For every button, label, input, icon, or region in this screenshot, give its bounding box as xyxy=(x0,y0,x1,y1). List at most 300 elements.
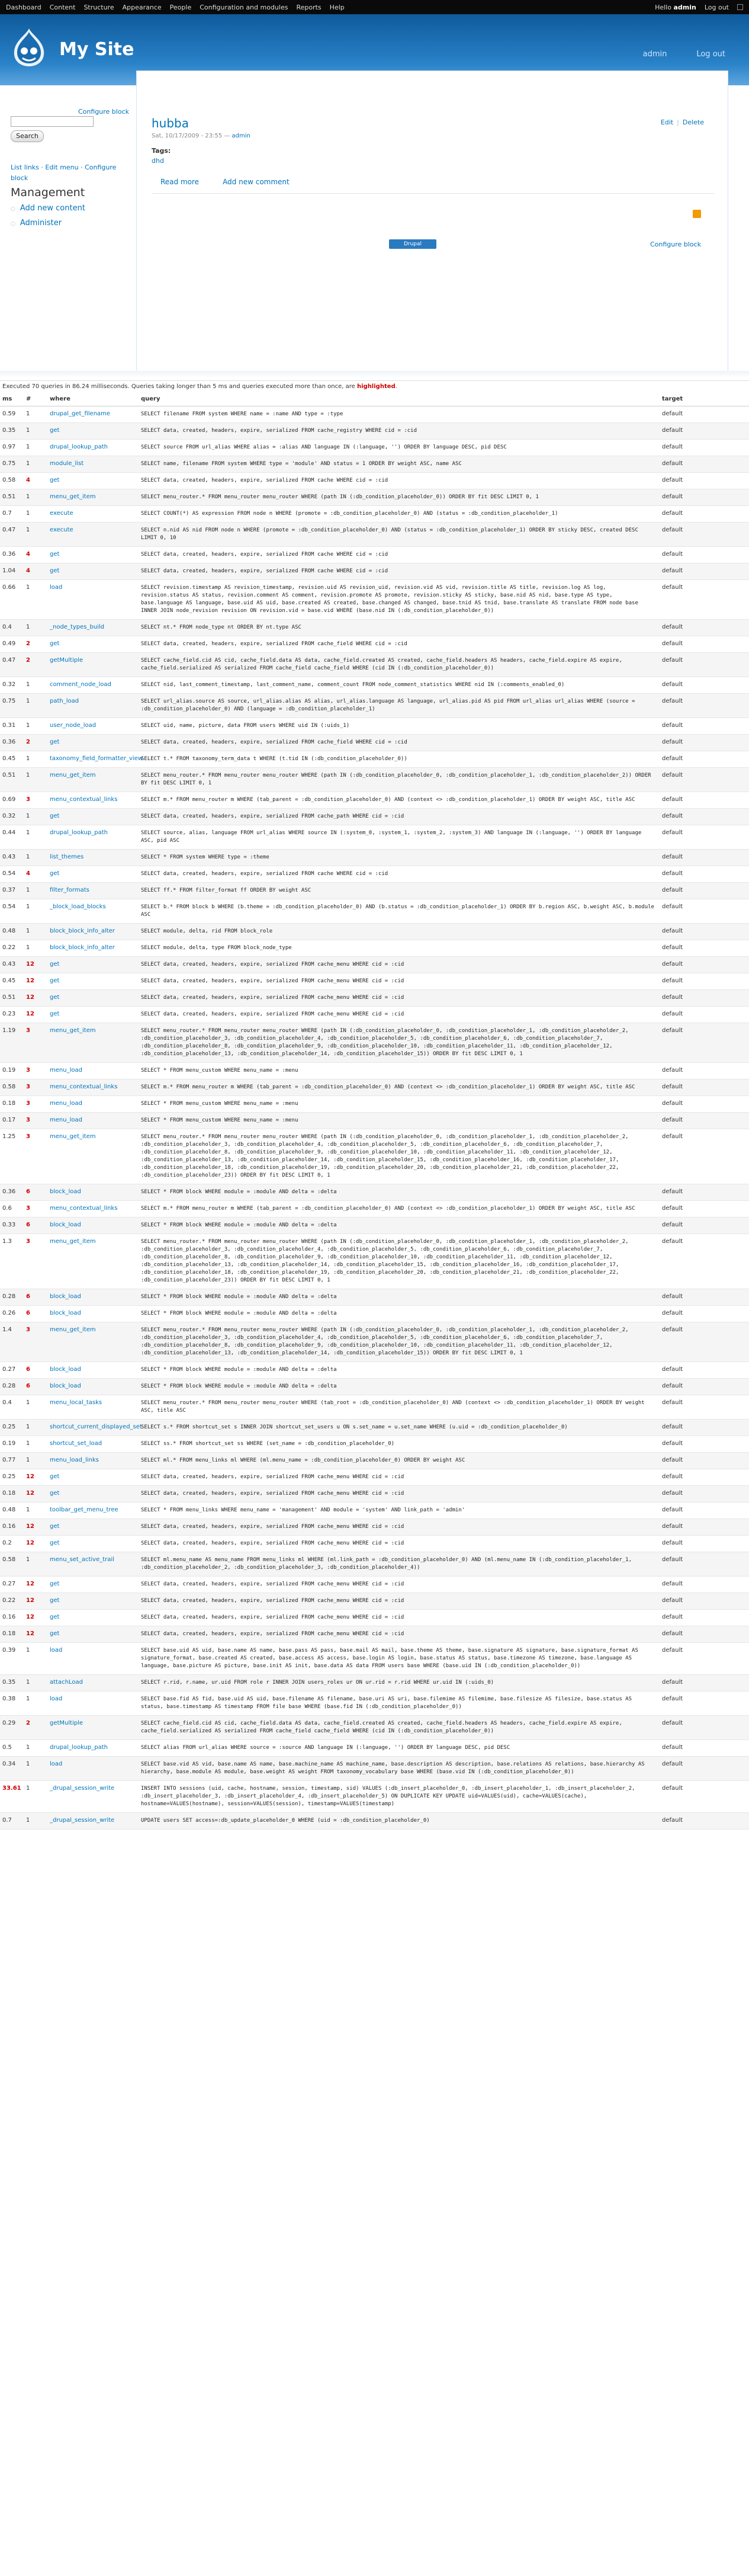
query-ms: 0.28 xyxy=(0,1289,24,1306)
toolbar-logout-link[interactable]: Log out xyxy=(704,3,729,11)
query-row xyxy=(0,973,749,990)
query-count: 3 xyxy=(24,1096,47,1113)
query-sql: SELECT * FROM menu_custom WHERE menu_name = :menu xyxy=(139,1096,660,1113)
query-row xyxy=(0,423,749,440)
query-where-link[interactable]: menu_load_links xyxy=(47,1453,139,1469)
query-target: default xyxy=(660,456,749,473)
query-where-link[interactable]: get xyxy=(47,563,139,580)
query-where-link[interactable]: menu_get_item xyxy=(47,1023,139,1063)
menu-item-add-content[interactable]: ○ Add new content xyxy=(11,204,85,213)
query-row xyxy=(0,1675,749,1691)
col-count[interactable]: # xyxy=(24,392,47,406)
query-ms: 0.28 xyxy=(0,1379,24,1395)
toolbar-item[interactable]: Help xyxy=(329,3,345,11)
query-sql: SELECT source, alias, language FROM url_alias WHERE source IN (:system_0, :system_1, :system_2, :system_3) AND language IN (:language, '') ORDER BY language ASC, pid ASC xyxy=(139,825,660,850)
query-row xyxy=(0,899,749,924)
query-count: 1 xyxy=(24,1757,47,1781)
query-sql: SELECT data, created, headers, expire, serialized FROM cache_menu WHERE cid = :cid xyxy=(139,973,660,990)
node-links xyxy=(160,178,290,186)
query-sql: SELECT data, created, headers, expire, serialized FROM cache_menu WHERE cid = :cid xyxy=(139,1007,660,1023)
query-where-link[interactable]: get xyxy=(47,547,139,563)
query-sql: SELECT source FROM url_alias WHERE alias = :alias AND language IN (:language, '') ORDER BY language DESC, pid DESC xyxy=(139,440,660,456)
query-target: default xyxy=(660,1063,749,1079)
search-form xyxy=(11,116,94,142)
query-target: default xyxy=(660,1379,749,1395)
query-where-link[interactable]: get xyxy=(47,1593,139,1610)
query-count: 6 xyxy=(24,1306,47,1322)
query-target: default xyxy=(660,825,749,850)
query-count: 1 xyxy=(24,506,47,523)
query-target: default xyxy=(660,1113,749,1129)
query-where-link[interactable]: _node_types_build xyxy=(47,620,139,636)
query-where-link[interactable]: attachLoad xyxy=(47,1675,139,1691)
query-target: default xyxy=(660,694,749,718)
query-where-link[interactable]: load xyxy=(47,580,139,620)
query-count: 4 xyxy=(24,563,47,580)
query-target: default xyxy=(660,957,749,973)
query-where-link[interactable]: menu_get_item xyxy=(47,768,139,792)
query-where-link[interactable]: load xyxy=(47,1643,139,1675)
query-target: default xyxy=(660,1322,749,1362)
query-count: 1 xyxy=(24,825,47,850)
query-where-link[interactable]: drupal_lookup_path xyxy=(47,825,139,850)
query-target: default xyxy=(660,866,749,883)
query-sql: INSERT INTO sessions (uid, cache, hostname, session, timestamp, sid) VALUES (:db_insert_placeholder_0, :db_insert_placeholder_1, :db_insert_placeholder_2, :db_insert_placeholder_3, :db_insert_placeholder_4, :db_insert_placeholder_5) ON DUPLICATE KEY UPDATE uid=VALUES(uid), cache=VALUES(cache), hostname=VALUES(hostname), session=VALUES(session), timestamp=VALUES(timestamp) xyxy=(139,1781,660,1813)
query-where-link[interactable]: block_load xyxy=(47,1362,139,1379)
query-target: default xyxy=(660,1023,749,1063)
query-sql: SELECT ml.* FROM menu_links ml WHERE (ml.menu_name = :db_condition_placeholder_0) ORDER BY weight ASC xyxy=(139,1453,660,1469)
site-name[interactable]: My Site xyxy=(59,39,134,60)
query-target: default xyxy=(660,1184,749,1201)
secondary-links xyxy=(643,50,725,59)
query-ms: 0.75 xyxy=(0,456,24,473)
query-count: 12 xyxy=(24,990,47,1007)
edit-link[interactable]: Edit xyxy=(660,118,674,126)
query-sql: SELECT b.* FROM block b WHERE (b.theme = :db_condition_placeholder_0) AND (b.status = :db_condition_placeholder_1) ORDER BY b.region ASC, b.weight ASC, b.module ASC xyxy=(139,899,660,924)
query-target: default xyxy=(660,940,749,957)
toolbar-item[interactable]: Dashboard xyxy=(6,3,41,11)
query-ms: 0.47 xyxy=(0,523,24,547)
query-count: 2 xyxy=(24,735,47,751)
query-row xyxy=(0,751,749,768)
query-sql: SELECT data, created, headers, expire, serialized FROM cache_registry WHERE cid = :cid xyxy=(139,423,660,440)
query-where-link[interactable]: menu_local_tasks xyxy=(47,1395,139,1420)
query-sql: SELECT data, created, headers, expire, serialized FROM cache_menu WHERE cid = :cid xyxy=(139,1486,660,1502)
query-where-link[interactable]: menu_contextual_links xyxy=(47,1201,139,1217)
secondary-link-admin[interactable]: admin xyxy=(642,50,667,59)
query-sql: SELECT data, created, headers, expire, serialized FROM cache WHERE cid = :cid xyxy=(139,866,660,883)
query-row xyxy=(0,1643,749,1675)
query-count: 6 xyxy=(24,1362,47,1379)
query-row xyxy=(0,1379,749,1395)
query-sql: SELECT * FROM menu_custom WHERE menu_name = :menu xyxy=(139,1113,660,1129)
query-count: 3 xyxy=(24,1063,47,1079)
query-row xyxy=(0,1740,749,1757)
query-where-link[interactable]: execute xyxy=(47,523,139,547)
query-ms: 0.36 xyxy=(0,1184,24,1201)
query-row xyxy=(0,718,749,735)
query-where-link[interactable]: get xyxy=(47,1486,139,1502)
query-ms: 0.25 xyxy=(0,1420,24,1436)
query-ms: 0.32 xyxy=(0,809,24,825)
query-count: 1 xyxy=(24,677,47,694)
toolbar-item[interactable]: People xyxy=(169,3,192,11)
toolbar-item[interactable]: Configuration and modules xyxy=(200,3,288,11)
query-target: default xyxy=(660,1716,749,1740)
query-where-link[interactable]: get xyxy=(47,1626,139,1643)
query-target: default xyxy=(660,423,749,440)
query-sql: SELECT * FROM menu_custom WHERE menu_name = :menu xyxy=(139,1063,660,1079)
delete-link[interactable]: Delete xyxy=(682,118,704,126)
query-sql: SELECT data, created, headers, expire, serialized FROM cache_menu WHERE cid = :cid xyxy=(139,1577,660,1593)
node-tags xyxy=(152,147,171,165)
node-submitted: Sat, 10/17/2009 - 23:55 — admin xyxy=(152,133,250,139)
query-row xyxy=(0,1813,749,1830)
query-sql: SELECT menu_router.* FROM menu_router menu_router WHERE (path IN (:db_condition_placeholder_0, :db_condition_placeholder_1, :db_condition_placeholder_2, :db_condition_placeholder_3, :db_condition_placeholder_4, :db_condition_placeholder_5, :db_condition_placeholder_6, :db_condition_placeholder_7, :db_condition_placeholder_8, :db_condition_placeholder_9, :db_condition_placeholder_10, :db_condition_placeholder_11, :db_condition_placeholder_12, :db_condition_placeholder_13, :db_condition_placeholder_14, :db_condition_placeholder_15)) ORDER BY fit DESC LIMIT 0, 1 xyxy=(139,1023,660,1063)
query-row xyxy=(0,620,749,636)
rss-feed-icon[interactable] xyxy=(693,210,701,218)
query-where-link[interactable]: get xyxy=(47,735,139,751)
query-where-link[interactable]: execute xyxy=(47,506,139,523)
menu-item-administer[interactable]: ○ Administer xyxy=(11,219,85,228)
query-where-link[interactable]: _block_load_blocks xyxy=(47,899,139,924)
query-sql: SELECT ml.menu_name AS menu_name FROM menu_links ml WHERE (ml.link_path = :db_condition_placeholder_0) AND (ml.menu_name IN (:db_condition_placeholder_1, :db_condition_placeholder_2, :db_condition_placeholder_3, :db_condition_placeholder_4)) xyxy=(139,1552,660,1577)
query-sql: UPDATE users SET access=:db_update_placeholder_0 WHERE (uid = :db_condition_placeholder_0) xyxy=(139,1813,660,1830)
query-count: 1 xyxy=(24,523,47,547)
query-row xyxy=(0,957,749,973)
query-where-link[interactable]: block_load xyxy=(47,1217,139,1234)
query-sql: SELECT ss.* FROM shortcut_set ss WHERE (set_name = :db_condition_placeholder_0) xyxy=(139,1436,660,1453)
query-ms: 0.33 xyxy=(0,1217,24,1234)
query-where-link[interactable]: block_load xyxy=(47,1289,139,1306)
query-sql: SELECT nid, last_comment_timestamp, last_comment_name, comment_count FROM node_comment_statistics WHERE nid IN (:comments_enabled_0) xyxy=(139,677,660,694)
query-target: default xyxy=(660,751,749,768)
query-sql: SELECT s.* FROM shortcut_set s INNER JOIN shortcut_set_users u ON s.set_name = u.set_name WHERE (u.uid = :db_condition_placeholder_0) xyxy=(139,1420,660,1436)
query-ms: 0.27 xyxy=(0,1362,24,1379)
query-ms: 0.59 xyxy=(0,406,24,423)
col-ms[interactable]: ms xyxy=(0,392,24,406)
query-where-link[interactable]: get xyxy=(47,636,139,653)
query-count: 1 xyxy=(24,456,47,473)
query-ms: 0.77 xyxy=(0,1453,24,1469)
query-count: 1 xyxy=(24,883,47,899)
query-row xyxy=(0,1469,749,1486)
query-target: default xyxy=(660,809,749,825)
query-row xyxy=(0,1453,749,1469)
query-where-link[interactable]: get xyxy=(47,809,139,825)
query-count: 1 xyxy=(24,718,47,735)
query-where-link[interactable]: toolbar_get_menu_tree xyxy=(47,1502,139,1519)
query-where-link[interactable]: load xyxy=(47,1757,139,1781)
query-where-link[interactable]: drupal_lookup_path xyxy=(47,1740,139,1757)
query-row xyxy=(0,1184,749,1201)
query-target: default xyxy=(660,653,749,677)
query-row xyxy=(0,1007,749,1023)
query-sql: SELECT data, created, headers, expire, serialized FROM cache_field WHERE cid = :cid xyxy=(139,636,660,653)
query-where-link[interactable]: menu_get_item xyxy=(47,1129,139,1184)
query-where-link[interactable]: get xyxy=(47,866,139,883)
query-where-link[interactable]: menu_contextual_links xyxy=(47,1079,139,1096)
query-row xyxy=(0,1096,749,1113)
query-row xyxy=(0,1395,749,1420)
query-where-link[interactable]: block_load xyxy=(47,1184,139,1201)
query-where-link[interactable]: comment_node_load xyxy=(47,677,139,694)
query-count: 3 xyxy=(24,1079,47,1096)
query-where-link[interactable]: _drupal_session_write xyxy=(47,1781,139,1813)
secondary-link-logout[interactable]: Log out xyxy=(696,50,725,59)
query-where-link[interactable]: menu_load xyxy=(47,1096,139,1113)
query-where-link[interactable]: shortcut_set_load xyxy=(47,1436,139,1453)
col-where[interactable]: where xyxy=(47,392,139,406)
query-row xyxy=(0,1217,749,1234)
query-sql: SELECT menu_router.* FROM menu_router menu_router WHERE (path IN (:db_condition_placeholder_0)) ORDER BY fit DESC LIMIT 0, 1 xyxy=(139,489,660,506)
query-ms: 0.36 xyxy=(0,547,24,563)
search-button[interactable]: Search xyxy=(11,130,44,142)
query-where-link[interactable]: path_load xyxy=(47,694,139,718)
query-ms: 0.16 xyxy=(0,1610,24,1626)
query-ms: 0.43 xyxy=(0,850,24,866)
query-sql: SELECT base.fid AS fid, base.uid AS uid, base.filename AS filename, base.uri AS uri, base.filemime AS filemime, base.filesize AS filesize, base.status AS status, base.timestamp AS timestamp FROM file base WHERE (base.fid IN (:db_condition_placeholder_0)) xyxy=(139,1691,660,1716)
query-target: default xyxy=(660,990,749,1007)
query-sql: SELECT * FROM block WHERE module = :module AND delta = :delta xyxy=(139,1306,660,1322)
query-where-link[interactable]: block_block_info_alter xyxy=(47,940,139,957)
query-where-link[interactable]: menu_load xyxy=(47,1063,139,1079)
query-target: default xyxy=(660,1552,749,1577)
query-ms: 0.36 xyxy=(0,735,24,751)
query-ms: 0.18 xyxy=(0,1486,24,1502)
query-row xyxy=(0,1716,749,1740)
query-where-link[interactable]: drupal_lookup_path xyxy=(47,440,139,456)
drupal-logo-icon[interactable] xyxy=(12,27,46,68)
query-sql: SELECT data, created, headers, expire, serialized FROM cache_menu WHERE cid = :cid xyxy=(139,1536,660,1552)
query-target: default xyxy=(660,850,749,866)
node-admin-links: Edit | Delete xyxy=(660,118,704,126)
query-ms: 1.4 xyxy=(0,1322,24,1362)
query-where-link[interactable]: block_load xyxy=(47,1306,139,1322)
query-sql: SELECT * FROM block WHERE module = :module AND delta = :delta xyxy=(139,1217,660,1234)
configure-block-link[interactable]: Configure block xyxy=(78,108,129,116)
query-where-link[interactable]: load xyxy=(47,1691,139,1716)
query-sql: SELECT alias FROM url_alias WHERE source = :source AND language IN (:language, '') ORDER BY language DESC, pid DESC xyxy=(139,1740,660,1757)
query-sql: SELECT menu_router.* FROM menu_router menu_router WHERE (path IN (:db_condition_placeholder_0, :db_condition_placeholder_1, :db_condition_placeholder_2, :db_condition_placeholder_3, :db_condition_placeholder_4, :db_condition_placeholder_5, :db_condition_placeholder_6, :db_condition_placeholder_7, :db_condition_placeholder_8, :db_condition_placeholder_9, :db_condition_placeholder_10, :db_condition_placeholder_11, :db_condition_placeholder_12, :db_condition_placeholder_13, :db_condition_placeholder_14, :db_condition_placeholder_15, :db_condition_placeholder_16, :db_condition_placeholder_17, :db_condition_placeholder_18, :db_condition_placeholder_19, :db_condition_placeholder_20, :db_condition_placeholder_21, :db_condition_placeholder_22, :db_condition_placeholder_23)) ORDER BY fit DESC LIMIT 0, 1 xyxy=(139,1234,660,1289)
node-title[interactable]: hubba xyxy=(152,116,189,130)
query-ms: 0.19 xyxy=(0,1063,24,1079)
query-where-link[interactable]: menu_load xyxy=(47,1113,139,1129)
query-ms: 0.23 xyxy=(0,1007,24,1023)
query-row xyxy=(0,866,749,883)
menu-contextual-links[interactable]: List links · Edit menu · Configure block xyxy=(11,164,117,182)
query-ms: 33.61 xyxy=(0,1781,24,1813)
query-where-link[interactable]: getMultiple xyxy=(47,1716,139,1740)
query-sql: SELECT * FROM block WHERE module = :module AND delta = :delta xyxy=(139,1289,660,1306)
query-sql: SELECT menu_router.* FROM menu_router menu_router WHERE (path IN (:db_condition_placeholder_0, :db_condition_placeholder_1, :db_condition_placeholder_2, :db_condition_placeholder_3, :db_condition_placeholder_4, :db_condition_placeholder_5, :db_condition_placeholder_6, :db_condition_placeholder_7, :db_condition_placeholder_8, :db_condition_placeholder_9, :db_condition_placeholder_10, :db_condition_placeholder_11, :db_condition_placeholder_12, :db_condition_placeholder_13, :db_condition_placeholder_14, :db_condition_placeholder_15, :db_condition_placeholder_16, :db_condition_placeholder_17, :db_condition_placeholder_18, :db_condition_placeholder_19, :db_condition_placeholder_20, :db_condition_placeholder_21, :db_condition_placeholder_22, :db_condition_placeholder_23)) ORDER BY fit DESC LIMIT 0, 1 xyxy=(139,1129,660,1184)
query-sql: SELECT menu_router.* FROM menu_router menu_router WHERE (path IN (:db_condition_placeholder_0, :db_condition_placeholder_1, :db_condition_placeholder_2)) ORDER BY fit DESC LIMIT 0, 1 xyxy=(139,768,660,792)
query-row xyxy=(0,1306,749,1322)
query-count: 3 xyxy=(24,1201,47,1217)
query-where-link[interactable]: user_node_load xyxy=(47,718,139,735)
toolbar-toggle-icon[interactable] xyxy=(737,4,743,10)
query-where-link[interactable]: filter_formats xyxy=(47,883,139,899)
query-where-link[interactable]: get xyxy=(47,1577,139,1593)
query-row xyxy=(0,1757,749,1781)
query-target: default xyxy=(660,1395,749,1420)
query-row xyxy=(0,1063,749,1079)
query-row xyxy=(0,1079,749,1096)
query-where-link[interactable]: get xyxy=(47,1519,139,1536)
query-sql: SELECT module, delta, rid FROM block_role xyxy=(139,924,660,940)
query-where-link[interactable]: get xyxy=(47,1469,139,1486)
query-where-link[interactable]: shortcut_current_displayed_set xyxy=(47,1420,139,1436)
query-row xyxy=(0,1536,749,1552)
query-ms: 0.18 xyxy=(0,1626,24,1643)
toolbar-user xyxy=(655,4,743,11)
query-where-link[interactable]: list_themes xyxy=(47,850,139,866)
query-sql: SELECT ff.* FROM filter_format ff ORDER BY weight ASC xyxy=(139,883,660,899)
query-count: 1 xyxy=(24,1813,47,1830)
query-ms: 0.47 xyxy=(0,653,24,677)
query-ms: 0.25 xyxy=(0,1469,24,1486)
query-ms: 1.19 xyxy=(0,1023,24,1063)
query-where-link[interactable]: get xyxy=(47,957,139,973)
query-where-link[interactable]: drupal_get_filename xyxy=(47,406,139,423)
query-count: 1 xyxy=(24,440,47,456)
powered-by-drupal-badge[interactable]: Drupal xyxy=(389,239,436,249)
query-target: default xyxy=(660,1643,749,1675)
query-ms: 0.48 xyxy=(0,924,24,940)
query-ms: 0.34 xyxy=(0,1757,24,1781)
query-sql: SELECT data, created, headers, expire, serialized FROM cache_field WHERE cid = :cid xyxy=(139,735,660,751)
query-sql: SELECT nt.* FROM node_type nt ORDER BY nt.type ASC xyxy=(139,620,660,636)
query-row xyxy=(0,825,749,850)
query-where-link[interactable]: get xyxy=(47,1610,139,1626)
query-row xyxy=(0,1362,749,1379)
toolbar-username[interactable]: admin xyxy=(673,3,696,11)
toolbar-item[interactable]: Content xyxy=(49,3,76,11)
query-sql: SELECT r.rid, r.name, ur.uid FROM role r INNER JOIN users_roles ur ON ur.rid = r.rid WHERE ur.uid IN (:uids_0) xyxy=(139,1675,660,1691)
query-ms: 1.25 xyxy=(0,1129,24,1184)
col-target[interactable]: target xyxy=(660,392,749,406)
query-ms: 0.44 xyxy=(0,825,24,850)
query-where-link[interactable]: getMultiple xyxy=(47,653,139,677)
query-count: 1 xyxy=(24,1643,47,1675)
toolbar-item[interactable]: Appearance xyxy=(122,3,162,11)
query-row xyxy=(0,440,749,456)
query-target: default xyxy=(660,563,749,580)
query-ms: 0.45 xyxy=(0,973,24,990)
query-ms: 0.32 xyxy=(0,677,24,694)
query-target: default xyxy=(660,1675,749,1691)
query-target: default xyxy=(660,1626,749,1643)
col-query[interactable]: query xyxy=(139,392,660,406)
query-where-link[interactable]: menu_get_item xyxy=(47,1322,139,1362)
query-row xyxy=(0,506,749,523)
query-where-link[interactable]: taxonomy_field_formatter_view xyxy=(47,751,139,768)
query-row xyxy=(0,523,749,547)
query-row xyxy=(0,1289,749,1306)
query-row xyxy=(0,1610,749,1626)
query-where-link[interactable]: menu_get_item xyxy=(47,1234,139,1289)
query-row xyxy=(0,1691,749,1716)
query-target: default xyxy=(660,636,749,653)
query-count: 1 xyxy=(24,768,47,792)
management-menu xyxy=(11,204,85,233)
query-where-link[interactable]: get xyxy=(47,1007,139,1023)
add-comment-link[interactable]: Add new comment xyxy=(223,178,290,186)
toolbar-item[interactable]: Structure xyxy=(83,3,114,11)
query-sql: SELECT * FROM menu_links WHERE menu_name = 'management' AND module = 'system' AND link_path = 'admin' xyxy=(139,1502,660,1519)
query-target: default xyxy=(660,1740,749,1757)
toolbar-item[interactable]: Reports xyxy=(296,3,322,11)
query-where-link[interactable]: get xyxy=(47,990,139,1007)
query-target: default xyxy=(660,883,749,899)
search-input[interactable] xyxy=(11,116,94,127)
query-count: 1 xyxy=(24,620,47,636)
query-target: default xyxy=(660,718,749,735)
query-count: 6 xyxy=(24,1289,47,1306)
query-target: default xyxy=(660,440,749,456)
footer-configure-block-link[interactable]: Configure block xyxy=(650,241,701,248)
query-sql: SELECT t.* FROM taxonomy_term_data t WHERE (t.tid IN (:db_condition_placeholder_0)) xyxy=(139,751,660,768)
query-count: 3 xyxy=(24,1129,47,1184)
toolbar-menu xyxy=(6,4,655,11)
node-author-link[interactable]: admin xyxy=(232,133,250,139)
query-where-link[interactable]: get xyxy=(47,473,139,489)
query-sql: SELECT data, created, headers, expire, serialized FROM cache WHERE cid = :cid xyxy=(139,473,660,489)
query-target: default xyxy=(660,1813,749,1830)
query-target: default xyxy=(660,506,749,523)
query-row xyxy=(0,1781,749,1813)
query-sql: SELECT url_alias.source AS source, url_alias.alias AS alias, url_alias.language AS language, url_alias.pid AS pid FROM url_alias url_alias WHERE (source = :db_condition_placeholder_0) AND (language = :db_condition_placeholder_1) xyxy=(139,694,660,718)
read-more-link[interactable]: Read more xyxy=(160,178,200,186)
query-sql: SELECT data, created, headers, expire, serialized FROM cache WHERE cid = :cid xyxy=(139,547,660,563)
query-where-link[interactable]: module_list xyxy=(47,456,139,473)
tag-link[interactable]: dhd xyxy=(152,157,164,165)
query-row xyxy=(0,547,749,563)
query-row xyxy=(0,694,749,718)
query-where-link[interactable]: menu_get_item xyxy=(47,489,139,506)
query-where-link[interactable]: block_load xyxy=(47,1379,139,1395)
query-where-link[interactable]: get xyxy=(47,1536,139,1552)
query-target: default xyxy=(660,1593,749,1610)
query-count: 3 xyxy=(24,792,47,809)
query-where-link[interactable]: get xyxy=(47,423,139,440)
query-row xyxy=(0,1502,749,1519)
admin-toolbar xyxy=(0,0,749,14)
query-count: 2 xyxy=(24,1716,47,1740)
query-count: 1 xyxy=(24,423,47,440)
query-target: default xyxy=(660,1201,749,1217)
query-target: default xyxy=(660,1289,749,1306)
query-target: default xyxy=(660,1420,749,1436)
query-sql: SELECT data, created, headers, expire, serialized FROM cache_menu WHERE cid = :cid xyxy=(139,1469,660,1486)
query-sql: SELECT data, created, headers, expire, serialized FROM cache_menu WHERE cid = :cid xyxy=(139,1626,660,1643)
query-ms: 0.2 xyxy=(0,1536,24,1552)
query-where-link[interactable]: menu_contextual_links xyxy=(47,792,139,809)
query-where-link[interactable]: get xyxy=(47,973,139,990)
query-target: default xyxy=(660,973,749,990)
toolbar-hello: Hello admin xyxy=(655,3,696,11)
query-count: 2 xyxy=(24,636,47,653)
query-row xyxy=(0,489,749,506)
query-ms: 0.17 xyxy=(0,1113,24,1129)
query-row xyxy=(0,1486,749,1502)
query-where-link[interactable]: block_block_info_alter xyxy=(47,924,139,940)
query-where-link[interactable]: _drupal_session_write xyxy=(47,1813,139,1830)
query-target: default xyxy=(660,1536,749,1552)
query-row xyxy=(0,1322,749,1362)
query-ms: 0.51 xyxy=(0,768,24,792)
query-where-link[interactable]: menu_set_active_trail xyxy=(47,1552,139,1577)
